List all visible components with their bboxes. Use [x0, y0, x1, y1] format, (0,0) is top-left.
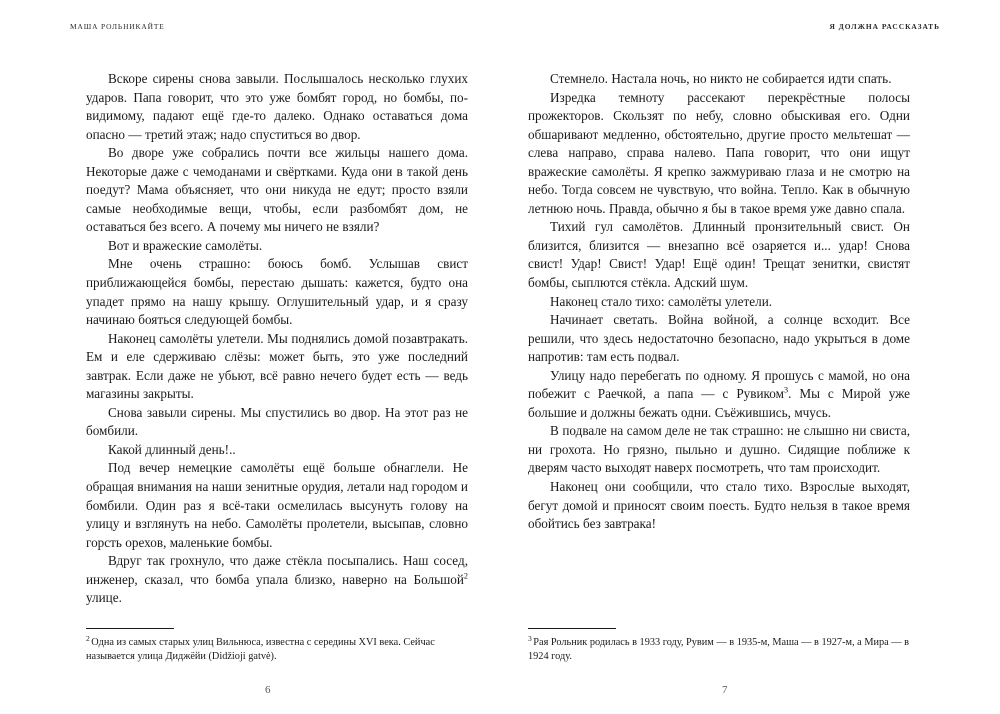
footnote-reference[interactable]: 3	[783, 385, 789, 395]
footnote-separator-rule	[528, 628, 616, 629]
page-number: 6	[265, 684, 271, 696]
footnote-marker: 3	[528, 633, 532, 643]
paragraph: Наконец стало тихо: самолёты улетели.	[550, 293, 773, 309]
footnote	[528, 633, 910, 664]
paragraph: Начинает светать. Война войной, а солнце всходит. Все решили, что здесь недостаточно безопасно, надо укрыться в доме напротив: там есть подвал.	[528, 312, 910, 365]
paragraph: Под вечер немецкие самолёты ещё больше обнаглели. Не обращая внимания на наши зенитные орудия, летали над городом и бомбили. Один раз я всё-таки осмелилась высунуть голову на улицу и взглянуть на небо. Самолёты пролетели, высыпав, словно горсть орехов, маленькие бомбы.	[86, 460, 468, 550]
body-text-right	[528, 70, 910, 534]
paragraph: Вскоре сирены снова завыли. Послышалось несколько глухих ударов. Папа говорит, что это уже бомбят город, но бомбы, по-видимому, падают ещё где-то далеко. Однако оставаться дома опасно — третий этаж; надо спуститься во двор.	[86, 71, 468, 142]
paragraph: Вот и вражеские самолёты.	[108, 237, 263, 253]
paragraph: Тихий гул самолётов. Длинный пронзительный свист. Он близится, близится — внезапно всё озаряется и... удар! Снова свист! Удар! Свист! Удар! Ещё один! Трещат зенитки, свистят бомбы, сыплются стёкла. Адский шум.	[528, 219, 910, 291]
footnote-zone-right	[528, 628, 910, 664]
paragraph: Снова завыли сирены. Мы спустились во двор. На этот раз не бомбили.	[86, 404, 468, 439]
paragraph: Изредка темноту рассекают перекрёстные полосы прожекторов. Скользят по небу, словно обыскивая его. Одни обшаривают медленно, обстоятельно, другие просто мельтешат — слева направо, справа налево. Папа говорит, что они ищут вражеские самолёты. Я крепко зажмуриваю глаза и не смотрю на небо. Тогда совсем не чувствую, что война. Тепло. Как в обычную летнюю ночь. Правда, обычно я бы в такое время уже давно спала.	[528, 89, 910, 216]
footnote-reference[interactable]: 2	[463, 571, 468, 581]
running-head-title: Я ДОЛЖНА РАССКАЗАТЬ	[829, 22, 940, 31]
paragraph: Какой длинный день!..	[108, 441, 236, 457]
paragraph: Наконец самолёты улетели. Мы поднялись домой позавтракать. Ем и еле сдерживаю слёзы: может быть, это уже последний завтрак. Если даже не убьют, всё равно нечего будет есть — ведь магазины закрыты.	[86, 330, 468, 402]
page-right	[500, 0, 1000, 714]
body-text-left	[86, 70, 468, 608]
page-number: 7	[722, 684, 728, 696]
footnote	[86, 633, 468, 664]
paragraph-with-footnote-ref: Вдруг так грохнуло, что даже стёкла посыпались. Наш сосед, инженер, сказал, что бомба упала близко, наверно на Большой$^2$ улице.	[86, 553, 468, 606]
footnote-marker: 2	[86, 633, 90, 643]
footnote-text: Рая Рольник родилась в 1933 году, Рувим — в 1935-м, Маша — в 1927-м, а Мира — в 1924 году.	[528, 637, 910, 663]
footnote-zone-left	[86, 628, 468, 664]
paragraph-text-before-ref: Вдруг так грохнуло, что даже стёкла посыпались. Наш сосед, инженер, сказал, что бомба упала близко, наверно на Большой	[86, 553, 468, 587]
paragraph: Во дворе уже собрались почти все жильцы нашего дома. Некоторые даже с чемоданами и свёртками. Куда они в такой день поедут? Мама объясняет, что они никуда не едут; просто взяли самые необходимые вещи, чтобы, если разбомбят дом, не оставаться без всего. А почему мы ничего не взяли?	[86, 145, 468, 235]
paragraph-with-footnote-ref: Улицу надо перебегать по одному. Я прошусь с мамой, но она побежит с Раечкой, а папа — с Рувиком$^3$. Мы с Мирой уже большие и должны бежать одни. Съёжившись, мчусь.	[528, 367, 910, 420]
running-head-author: МАША РОЛЬНИКАЙТЕ	[70, 22, 165, 31]
paragraph: В подвале на самом деле не так страшно: не слышно ни свиста, ни грохота. Но грязно, пыльно и душно. Сидящие поближе к дверям часто выходят наверх посмотреть, что там происходит.	[528, 423, 910, 476]
footnote-text: Одна из самых старых улиц Вильнюса, известна с середины XVI века. Сейчас называется улица Диджёйи (Didžioji gatvė).	[86, 637, 435, 663]
paragraph: Наконец они сообщили, что стало тихо. Взрослые выходят, бегут домой и приносят своим поесть. Будто нельзя в такое время обойтись без завтрака!	[528, 479, 910, 532]
paragraph-text: Улицу надо перебегать по одному. Я прошусь с мамой, но она побежит с Раечкой, а папа — с Рувиком	[528, 367, 910, 402]
footnote-separator-rule	[86, 628, 174, 629]
paragraph: Мне очень страшно: боюсь бомб. Услышав свист приближающейся бомбы, перестаю дышать: кажется, будто она упадет прямо на нашу крышу. Оглушительный удар, и я сразу начинаю бояться следующей бомбы.	[86, 256, 468, 328]
paragraph: Стемнело. Настала ночь, но никто не собирается идти спать.	[550, 71, 892, 86]
